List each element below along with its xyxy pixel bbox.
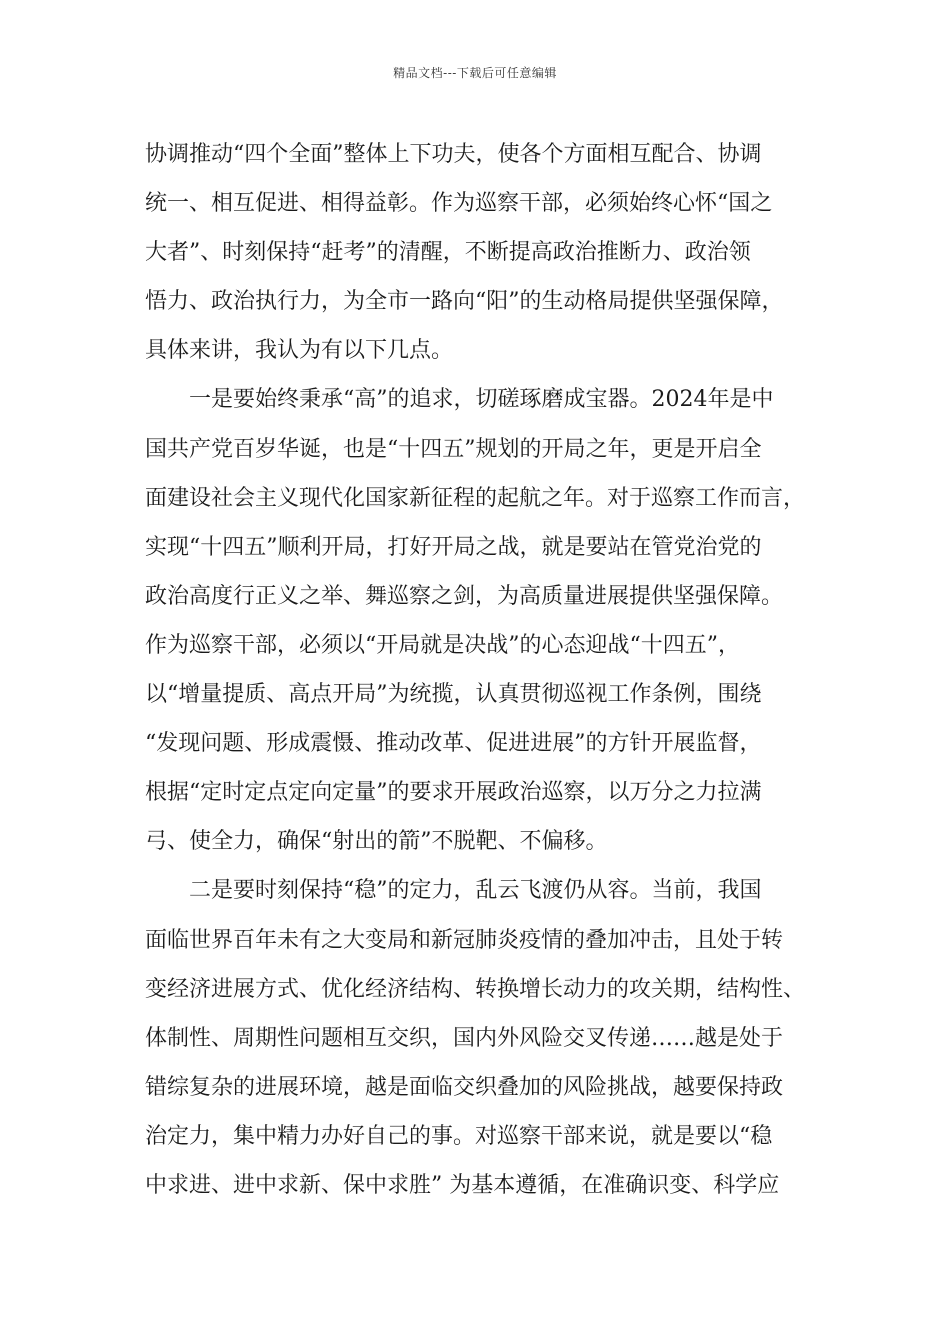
text-line: 作为巡察干部，必须以“开局就是决战”的心态迎战“十四五”， (145, 632, 740, 658)
text-line: 中求进、进中求新、保中求胜” 为基本遵循，在准确识变、科学应 (145, 1172, 780, 1198)
text-line: 面临世界百年未有之大变局和新冠肺炎疫情的叠加冲击，且处于转 (145, 927, 784, 953)
paragraph-first-line: 一是要始终秉承“高”的追求，切磋琢磨成宝器。2024年是中 (189, 387, 774, 413)
text-line: 政治高度行正义之举、舞巡察之剑，为高质量进展提供坚强保障。 (145, 583, 784, 609)
paragraph-first-line: 二是要时刻保持“稳”的定力，乱云飞渡仍从容。当前，我国 (189, 878, 762, 904)
document-body (145, 130, 809, 1210)
text-line: 大者”、时刻保持“赶考”的清醒，不断提高政治推断力、政治领 (145, 240, 751, 266)
text-line: 错综复杂的进展环境，越是面临交织叠加的风险挑战，越要保持政 (145, 1074, 784, 1100)
text-line: 实现“十四五”顺利开局，打好开局之战，就是要站在管党治党的 (145, 534, 762, 560)
text-line: 国共产党百岁华诞，也是“十四五”规划的开局之年，更是开启全 (145, 436, 762, 462)
text-line: 体制性、周期性问题相互交织，国内外风险交叉传递……越是处于 (145, 1025, 784, 1051)
text-line: 协调推动“四个全面”整体上下功夫，使各个方面相互配合、协调 (145, 142, 762, 167)
text-line: 根据“定时定点定向定量”的要求开展政治巡察，以万分之力拉满 (145, 780, 762, 806)
text-line: “发现问题、形成震慑、推动改革、促进进展”的方针开展监督， (145, 731, 762, 757)
text-line: 具体来讲，我认为有以下几点。 (145, 338, 454, 364)
text-line: 弓、使全力，确保“射出的箭”不脱靶、不偏移。 (145, 829, 608, 855)
page-header: 精品文档---下载后可任意编辑 (393, 66, 557, 80)
text-line: 悟力、政治执行力，为全市一路向“阳”的生动格局提供坚强保障， (145, 289, 784, 315)
text-line: 以“增量提质、高点开局”为统揽，认真贯彻巡视工作条例，围绕 (145, 682, 762, 708)
text-line: 面建设社会主义现代化国家新征程的起航之年。对于巡察工作而言， (145, 485, 806, 511)
text-line: 变经济进展方式、优化经济结构、转换增长动力的攻关期，结构性、 (145, 976, 806, 1002)
text-line: 治定力，集中精力办好自己的事。对巡察干部来说，就是要以“稳 (145, 1123, 773, 1149)
text-line: 统一、相互促进、相得益彰。作为巡察干部，必须始终心怀“国之 (145, 191, 773, 217)
